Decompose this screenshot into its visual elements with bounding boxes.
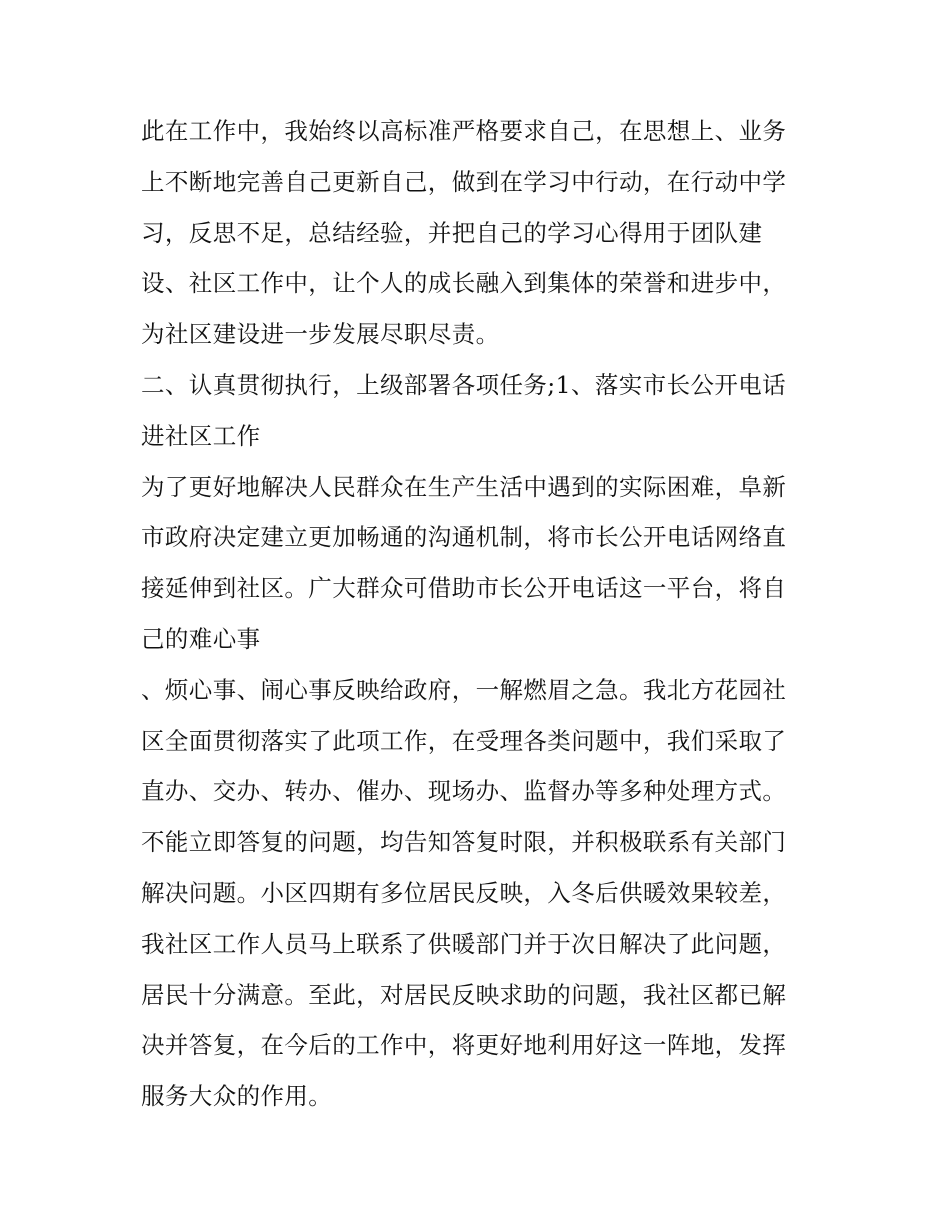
section-heading-line: 进社区工作 [141,421,261,450]
text-line: 接延伸到社区。广大群众可借助市长公开电话这一平台，将自 [141,574,787,603]
text-line: 区全面贯彻落实了此项工作，在受理各类问题中，我们采取了 [141,726,787,755]
text-line: 决并答复，在今后的工作中，将更好地利用好这一阵地，发挥 [141,1031,787,1060]
text-line: 此在工作中，我始终以高标准严格要求自己，在思想上、业务 [141,117,787,145]
text-line: 服务大众的作用。 [141,1082,333,1111]
text-line: 市政府决定建立更加畅通的沟通机制，将市长公开电话网络直 [141,523,787,552]
text-line: 设、社区工作中，让个人的成长融入到集体的荣誉和进步中， [141,269,787,298]
text-line: 己的难心事 [141,624,261,653]
section-heading-line: 二、认真贯彻执行，上级部署各项任务;1、落实市长公开电话 [141,370,787,399]
text-line: 直办、交办、转办、催办、现场办、监督办等多种处理方式。 [141,777,787,806]
text-line: 居民十分满意。至此，对居民反映求助的问题，我社区都已解 [141,980,787,1009]
text-line: 、烦心事、闹心事反映给政府，一解燃眉之急。我北方花园社 [141,675,787,704]
text-line: 我社区工作人员马上联系了供暖部门并于次日解决了此问题， [141,929,787,958]
document-body [141,106,821,1122]
text-line: 为了更好地解决人民群众在生产生活中遇到的实际困难，阜新 [141,472,787,501]
text-line: 为社区建设进一步发展尽职尽责。 [141,320,500,349]
text-line: 不能立即答复的问题，均告知答复时限，并积极联系有关部门 [141,828,787,857]
text-line: 解决问题。小区四期有多位居民反映，入冬后供暖效果较差， [141,878,787,907]
text-line: 上不断地完善自己更新自己，做到在学习中行动，在行动中学 [141,167,787,196]
text-line: 习，反思不足，总结经验，并把自己的学习心得用于团队建 [141,218,763,247]
